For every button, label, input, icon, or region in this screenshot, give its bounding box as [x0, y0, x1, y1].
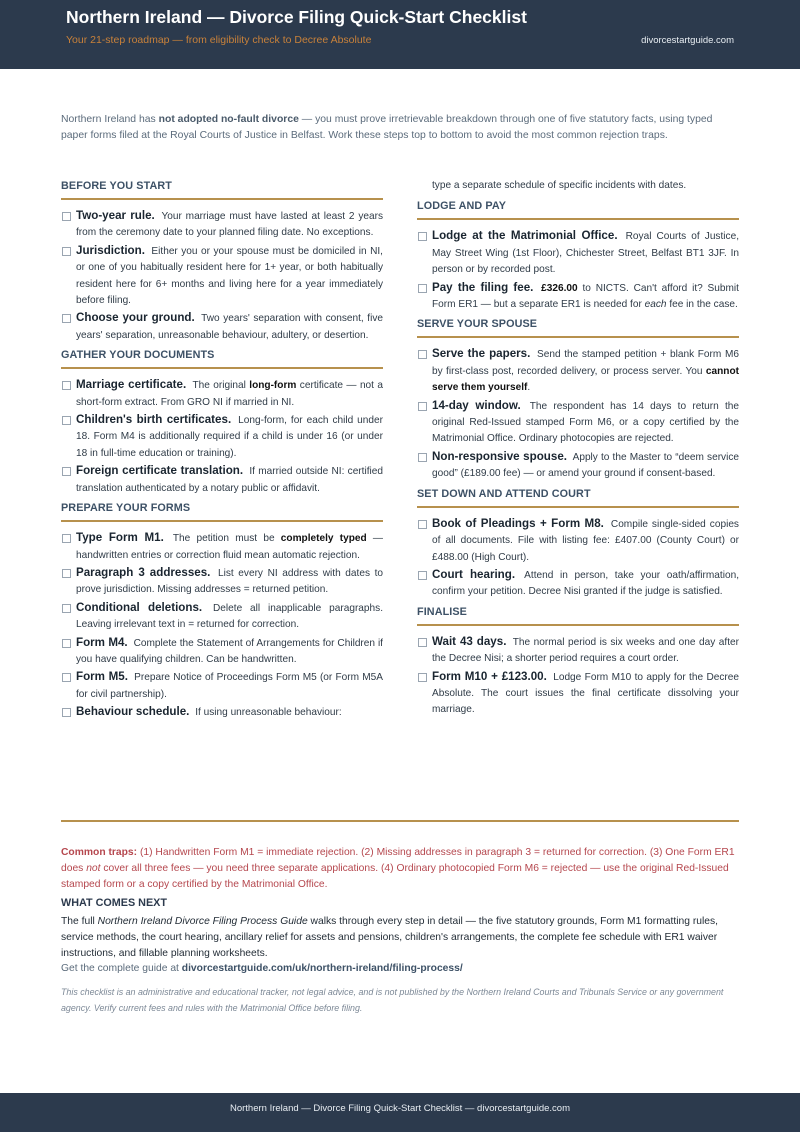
checkbox[interactable]: [418, 453, 427, 462]
checklist-item[interactable]: [61, 208, 383, 242]
checkbox[interactable]: [418, 520, 427, 529]
intro-paragraph: [61, 112, 739, 144]
checklist-item[interactable]: [61, 530, 383, 564]
checkbox[interactable]: [62, 708, 71, 717]
next-text: The full: [61, 916, 98, 927]
item-text: The original: [192, 380, 250, 392]
item-text: Royal Courts of Justice, May Street Wing (1st Floor), Chichester Street, Belfast BT1 3JF. In person or by recorded post.: [432, 231, 739, 276]
section-title-finalise: FINALISE: [417, 606, 739, 626]
checkbox[interactable]: [418, 402, 427, 411]
checklist-item[interactable]: [61, 669, 383, 703]
left-column: [61, 178, 383, 723]
checkbox[interactable]: [418, 232, 427, 241]
checkbox[interactable]: [62, 673, 71, 682]
item-label: Form M10 + £123.00.: [432, 669, 547, 683]
guide-link[interactable]: divorcestartguide.com/uk/northern-ireland/filing-process/: [181, 963, 463, 974]
checkbox[interactable]: [418, 673, 427, 682]
item-text: to NICTS. Can't afford it? Submit Form ER1 — but a separate ER1 is needed for: [432, 282, 739, 311]
item-text: If married outside NI: certified translation authenticated by a notary public or affidavit.: [76, 466, 383, 494]
intro-text: Northern Ireland has: [61, 114, 159, 125]
item-label: Children's birth certificates.: [76, 413, 232, 427]
item-label: Marriage certificate.: [76, 378, 187, 392]
checkbox[interactable]: [62, 416, 71, 425]
checkbox[interactable]: [418, 284, 427, 293]
checklist-item[interactable]: [417, 669, 739, 719]
common-traps: [61, 845, 739, 893]
checklist-item[interactable]: [61, 565, 383, 599]
item-text: The petition must be: [172, 533, 281, 545]
item-emphasis: long-form: [249, 380, 297, 392]
item-text-rest: — handwritten entries or correction fluid mean automatic rejection.: [76, 533, 384, 561]
checklist-item[interactable]: [417, 449, 739, 483]
guide-line: [61, 963, 463, 974]
item-text-rest: .: [527, 382, 531, 394]
next-body: [61, 914, 739, 962]
checkbox[interactable]: [62, 212, 71, 221]
item-label: Serve the papers.: [432, 347, 531, 361]
checkbox[interactable]: [62, 247, 71, 256]
intro-text-rest: — you must prove irretrievable breakdown through one of five statutory facts, using typed paper forms filed at the Royal Courts of Justice in Belfast. Work these steps top to bottom to avoid the most common rejection traps.: [61, 114, 713, 141]
section-title-documents: GATHER YOUR DOCUMENTS: [61, 349, 383, 369]
item-text: Send the stamped petition + blank Form M6 by first-class post, recorded delivery, or process server. You: [432, 349, 739, 377]
item-text: List every NI address with dates to prove jurisdiction. Missing addresses = returned petition.: [76, 567, 383, 596]
item-label: Court hearing.: [432, 567, 516, 581]
traps-text: (1) Handwritten Form M1 = immediate rejection. (2) Missing addresses in paragraph 3 = returned for correction. (3) One Form ER1 does: [61, 847, 735, 874]
section-title-serve: SERVE YOUR SPOUSE: [417, 318, 739, 338]
checklist-item[interactable]: [417, 346, 739, 396]
section-title-before: BEFORE YOU START: [61, 180, 383, 200]
item-emphasis: completely typed: [280, 533, 367, 545]
item-text: Attend in person, take your oath/affirmation, confirm your petition. Decree Nisi granted if the judge is satisfied.: [432, 569, 740, 598]
checkbox[interactable]: [62, 381, 71, 390]
page-header: [0, 0, 800, 69]
traps-text-rest: cover all three fees — you need three separate applications. (4) Ordinary photocopied Form M6 = rejected — use the original Red-Issued stamped form or a copy certified by the Matrimonial Office.: [61, 863, 729, 890]
checkbox[interactable]: [62, 534, 71, 543]
item-text: Your marriage must have lasted at least 2 years from the ceremony date to your planned filing date. No exceptions.: [76, 211, 384, 239]
checklist-item[interactable]: [61, 704, 383, 721]
checklist-item[interactable]: [417, 280, 739, 314]
checklist-item[interactable]: [417, 567, 739, 601]
checklist-item[interactable]: [417, 634, 739, 668]
item-text: Two years' separation with consent, five years' separation, unreasonable behaviour, adultery, or desertion.: [76, 313, 383, 341]
checkbox[interactable]: [418, 571, 427, 580]
item-text-rest: certificate — not a short-form extract. From GRO NI if married in NI.: [76, 380, 384, 408]
checkbox[interactable]: [418, 638, 427, 647]
page-footer: [0, 1093, 800, 1132]
item-text: Prepare Notice of Proceedings Form M5 (or Form M5A for civil partnership).: [76, 672, 383, 700]
checklist-item[interactable]: [61, 463, 383, 497]
item-text: Lodge Form M10 to apply for the Decree Absolute. The court issues the final certificate dissolving your marriage.: [432, 671, 740, 716]
item-label: Non-responsive spouse.: [432, 449, 567, 463]
item-label: Form M5.: [76, 670, 128, 684]
item-label: Pay the filing fee.: [432, 280, 534, 294]
section-title-court: SET DOWN AND ATTEND COURT: [417, 488, 739, 508]
item-label: Foreign certificate translation.: [76, 464, 244, 478]
item-continuation: type a separate schedule of specific incidents with dates.: [432, 180, 687, 191]
checkbox[interactable]: [62, 604, 71, 613]
checkbox[interactable]: [62, 569, 71, 578]
traps-emphasis: not: [86, 863, 101, 874]
next-title: WHAT COMES NEXT: [61, 897, 167, 909]
fee-amount: £326.00: [541, 282, 578, 294]
right-column: [417, 178, 739, 720]
site-name: divorcestartguide.com: [641, 35, 734, 46]
item-label: Behaviour schedule.: [76, 705, 190, 719]
guide-text: Get the complete guide at: [61, 963, 182, 974]
item-label: Type Form M1.: [76, 531, 164, 545]
item-label: Choose your ground.: [76, 311, 195, 325]
intro-emphasis: not adopted no-fault divorce: [158, 114, 299, 125]
checklist-item[interactable]: [61, 310, 383, 344]
traps-label: Common traps:: [61, 847, 138, 858]
item-text: If using unreasonable behaviour:: [195, 707, 342, 719]
checklist-item[interactable]: [61, 635, 383, 669]
checkbox[interactable]: [62, 314, 71, 323]
footer-text: Northern Ireland — Divorce Filing Quick-Start Checklist — divorcestartguide.com: [229, 1103, 570, 1114]
item-text: Long-form, for each child under 18. Form M4 is additionally required if a child is under 16 (or under 18 in full-time education or training).: [76, 415, 383, 459]
item-text: Compile single-sided copies of all documents. File with listing fee: £407.00 (County Court) or £488.00 (High Court).: [432, 518, 739, 563]
item-label: Lodge at the Matrimonial Office.: [432, 229, 618, 243]
page-subtitle: Your 21-step roadmap — from eligibility check to Decree Absolute: [66, 34, 372, 46]
item-text-rest: fee in the case.: [666, 299, 738, 311]
item-text: Complete the Statement of Arrangements for Children if you have qualifying children. Can be handwritten.: [76, 637, 383, 665]
section-title-lodge: LODGE AND PAY: [417, 200, 739, 220]
checkbox[interactable]: [418, 350, 427, 359]
checkbox[interactable]: [62, 467, 71, 476]
checklist-item[interactable]: [417, 228, 739, 278]
item-label: Paragraph 3 addresses.: [76, 565, 211, 579]
page-title: Northern Ireland — Divorce Filing Quick-Start Checklist: [66, 7, 527, 27]
checklist-item[interactable]: [61, 600, 383, 634]
section-title-forms: PREPARE YOUR FORMS: [61, 502, 383, 522]
checklist-item[interactable]: [61, 243, 383, 310]
item-label: Book of Pleadings + Form M8.: [432, 516, 604, 530]
item-label: Jurisdiction.: [76, 243, 145, 257]
checklist-item[interactable]: [61, 377, 383, 411]
guide-title: Northern Ireland Divorce Filing Process Guide: [97, 916, 308, 927]
checklist-item[interactable]: [61, 412, 383, 462]
checklist-item[interactable]: [417, 516, 739, 566]
item-emphasis: cannot serve them yourself: [432, 365, 739, 394]
item-text: Delete all inapplicable paragraphs. Leaving irrelevant text in = returned for correction.: [76, 602, 384, 631]
item-emphasis: each: [644, 299, 667, 311]
item-text: Apply to the Master to “deem service good” (£189.00 fee) — or amend your ground if consent-based.: [432, 451, 740, 480]
next-text-rest: walks through every step in detail — the five statutory grounds, Form M1 formatting rules, service methods, the court hearing, ancillary relief for assets and pensions, children's arrangements, the complete fee schedule with ER1 waiver instructions, and fillable planning worksheets.: [61, 916, 719, 959]
item-label: Conditional deletions.: [76, 600, 203, 614]
item-text: Either you or your spouse must be domiciled in NI, or one of you habitually resident here for 1+ year, or both habitually resident here for 6+ months and living here for a year immediately before filing.: [76, 245, 383, 307]
checkbox[interactable]: [62, 639, 71, 648]
item-label: 14-day window.: [432, 398, 521, 412]
disclaimer: This checklist is an administrative and educational tracker, not legal advice, and is not published by the Northern Ireland Courts and Tribunals Service or any government agency. Verify current fees and rules with the Matrimonial Office before filing.: [61, 987, 724, 1013]
section-divider: [61, 820, 739, 822]
item-text: The normal period is six weeks and one day after the Decree Nisi; a shorter period requires a court order.: [432, 636, 740, 665]
item-label: Wait 43 days.: [432, 634, 507, 648]
item-text: The respondent has 14 days to return the original Red-Issued stamped Form M6, or a copy certified by the Matrimonial Office. Ordinary photocopies are rejected.: [432, 400, 739, 445]
item-label: Form M4.: [76, 635, 128, 649]
checklist-item[interactable]: [417, 398, 739, 448]
item-label: Two-year rule.: [76, 209, 155, 222]
